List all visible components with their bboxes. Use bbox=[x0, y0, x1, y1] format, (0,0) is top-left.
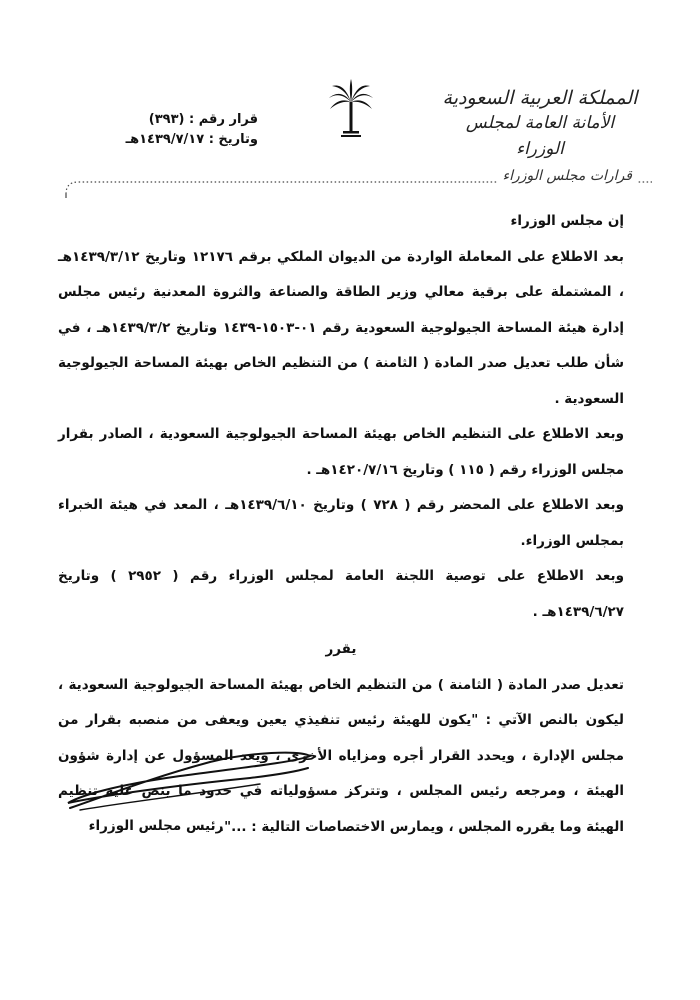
section-label: قرارات مجلس الوزراء bbox=[497, 168, 638, 184]
palm-emblem-icon bbox=[326, 78, 376, 140]
decision-reference bbox=[108, 110, 258, 150]
decides-heading: يقرر bbox=[325, 641, 357, 657]
letterhead-organization bbox=[440, 86, 640, 162]
preamble-paragraph-1: بعد الاطلاع على المعاملة الواردة من الديوان الملكي برقم ١٢١٧٦ وتاريخ ١٤٣٩/٣/١٢هـ ، المشتملة على برقية معالي وزير الطاقة والصناعة والثروة المعدنية رئيس مجلس إدارة هيئة المساحة الجيولوجية السعودية رقم ٠١-١٥٠٣-١٤٣٩ وتاريخ ١٤٣٩/٣/٢هـ ، في شأن طلب تعديل صدر المادة ( الثامنة ) من التنظيم الخاص بهيئة المساحة الجيولوجية السعودية . bbox=[58, 248, 625, 407]
preamble-paragraph-4: وبعد الاطلاع على توصية اللجنة العامة لمجلس الوزراء رقم ( ٢٩٥٢ ) وتاريخ ١٤٣٩/٦/٢٧هـ . bbox=[58, 568, 624, 620]
decision-number: قرار رقم : (٣٩٣) bbox=[148, 112, 258, 127]
org-name-line1: المملكة العربية السعودية bbox=[442, 87, 638, 109]
handwritten-signature bbox=[60, 748, 320, 818]
salutation: إن مجلس الوزراء bbox=[510, 213, 624, 229]
preamble-paragraph-2: وبعد الاطلاع على التنظيم الخاص بهيئة المساحة الجيولوجية السعودية ، الصادر بقرار مجلس الوزراء رقم ( ١١٥ ) وتاريخ ١٤٢٠/٧/١٦هـ . bbox=[58, 426, 624, 478]
decision-text: تعديل صدر المادة ( الثامنة ) من التنظيم الخاص بهيئة المساحة الجيولوجية السعودية ، ليكون بالنص الآتي : "يكون للهيئة رئيس تنفيذي يعين ويعفى من منصبه بقرار من مجلس الإدارة ، ويحدد القرار أجره ومزاياه الأخرى ، ويعد المسؤول عن إدارة شؤون الهيئة ، ومرجعه رئيس المجلس ، وتتركز مسؤولياته في حدود ما ينص عليه تنظيم الهيئة وما يقرره المجلس ، ويمارس الاختصاصات التالية : ...". bbox=[58, 676, 624, 835]
decision-date: وتاريخ : ١٤٣٩/٧/١٧هـ bbox=[125, 132, 258, 147]
signatory-title: رئيس مجلس الوزراء bbox=[88, 818, 224, 834]
preamble-paragraph-3: وبعد الاطلاع على المحضر رقم ( ٧٢٨ ) وتاريخ ١٤٣٩/٦/١٠هـ ، المعد في هيئة الخبراء بمجلس الوزراء. bbox=[58, 497, 624, 549]
org-name-line2: الأمانة العامة لمجلس الوزراء bbox=[465, 113, 615, 159]
